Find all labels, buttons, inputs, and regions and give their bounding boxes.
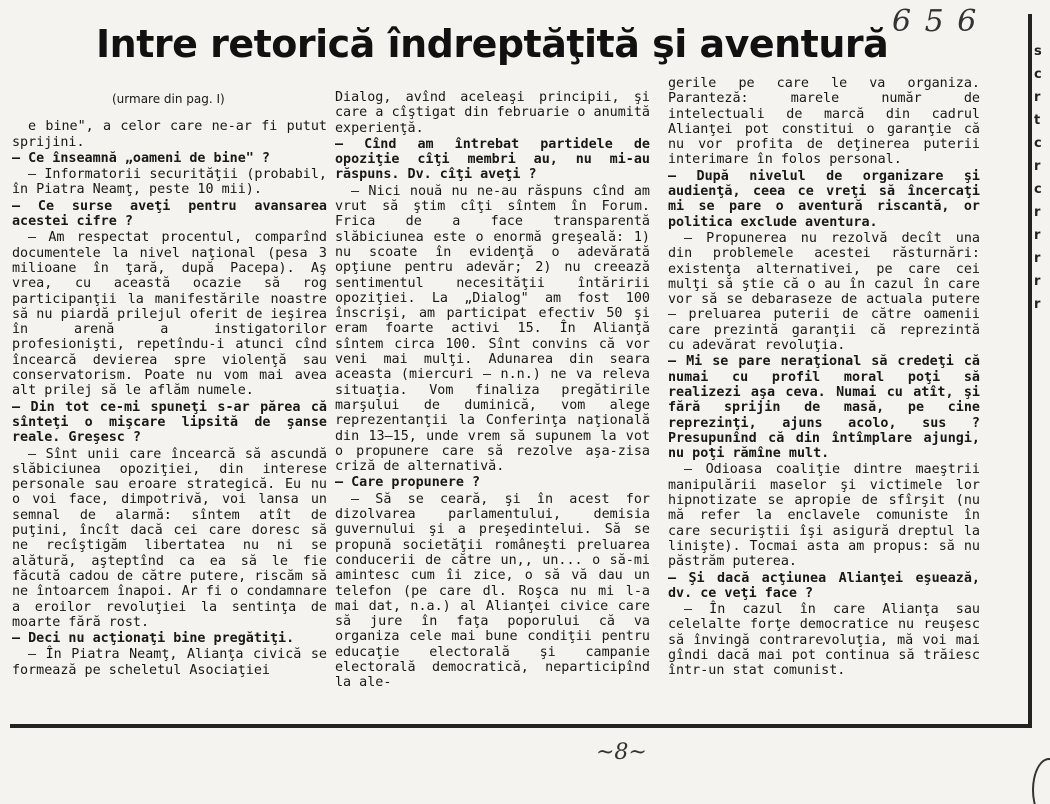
paragraph: — Să se ceară, şi în acest for dizolvarea parlamentului, demisia guvernului şi a preşedintelui. Să se propună societăţii româneşti preluarea conducerii de către un,, un... o să-mi amintesc cum îi zice, o să vă dau un telefon (pe care dl. Roşca nu mi l-a mai dat, n.a.) al Alianţei civice care să jure în faţa poporului că va organiza cele mai bune condiţii pentru educaţie electorală şi campanie electorală democratică, neparticipînd la ale- bbox=[335, 491, 650, 691]
paragraph: — Odioasa coaliţie dintre maeştrii manipulării maselor şi victimele lor hipnotizate se apropie de sfîrşit (nu mă refer la enclavele comuniste în care securiştii îşi asigură dreptul la linişte). Tocmai asta am propus: să nu păstrăm puterea. bbox=[668, 462, 980, 570]
edge-letter: r bbox=[1034, 205, 1041, 220]
paragraph: gerile pe care le va organiza. Paranteză: marele număr de intelectuali de marcă din cadrul Alianţei pot constitui o garanţie că nu vor profita de deţinerea puterii interimare în folos personal. bbox=[668, 76, 980, 168]
paragraph: — Sînt unii care încearcă să ascundă slăbiciunea opoziţiei, din interese personale sau eroare strategică. Eu nu o voi face, dimpotrivă, voi lansa un semnal de alarmă: sîntem atît de puţini, încît dacă cei care doresc să ne recîştigăm libertatea nu ni se alătură, aşteptînd ca ea să le fie făcută cadou de către putere, riscăm să ne întoarcem înapoi. Ar fi o condamnare a eroilor revoluţiei la sentinţa de moarte fără rost. bbox=[12, 446, 327, 630]
paragraph: — Informatorii securităţii (probabil, în Piatra Neamţ, peste 10 mii). bbox=[12, 167, 327, 198]
footer-handwritten-mark: ~8~ bbox=[596, 740, 647, 765]
handwritten-number: 6 5 6 bbox=[892, 4, 979, 39]
interview-question: — Şi dacă acţiunea Alianţei eşuează, dv. ce veţi face ? bbox=[668, 570, 980, 601]
edge-letter: r bbox=[1034, 274, 1041, 289]
interview-question: — Mi se pare neraţional să credeţi că numai cu profil moral poţi să realizezi aşa ceva. Numai cu atît, şi fără sprijin de masă, pe cine reprezinţi, ajuns acolo, sus ? Presupunînd că din întîmplare ajungi, nu poţi rămîne mult. bbox=[668, 354, 980, 462]
interview-question: — Care propunere ? bbox=[335, 475, 481, 491]
edge-letter: t bbox=[1034, 113, 1041, 128]
edge-letter: r bbox=[1034, 251, 1041, 266]
paragraph: — Propunerea nu rezolvă decît una din problemele acestei răsturnări: existenţa alternativei, pe care cei mulţi să ştie că o au în cazul în care vor să se debaraseze de actuala putere — preluarea puterii de către oamenii care prezintă garanţii că reprezintă cu adevărat revoluţia. bbox=[668, 230, 980, 354]
paragraph: — Nici nouă nu ne-au răspuns cînd am vrut să ştim cîţi sîntem în Forum. Frica de a face transparentă slăbiciunea este o enormă greşeală: 1) nu scoate în evidenţă o adevărată opţiune pentru adevăr; 2) nu creează sentimentul necesităţii întăririi opoziţiei. La „Dialog" am fost 100 înscrişi, am participat efectiv 50 şi eram foarte activi 15. În Alianţă sîntem circa 100. Sînt convins că vor veni mai mulţi. Adunarea din seara aceasta (miercuri — n.n.) ne va releva situaţia. Vom finaliza pregătirile marşului de duminică, vom alege reprezentanţii la Conferinţa naţională din 13—15, unde vrem să supunem la vot o propunere care să rezolve aşa-zisa criză de alternativă. bbox=[335, 183, 650, 475]
edge-letter: r bbox=[1034, 159, 1041, 174]
paragraph: — În cazul în care Alianţa sau celelalte forţe democratice nu reuşesc să învingă contrarevoluţia, mă voi mai gîndi dacă mai pot continua să trăiesc într-un stat comunist. bbox=[668, 602, 980, 679]
continuation-note: (urmare din pag. I) bbox=[112, 92, 225, 106]
text-column-1 bbox=[12, 90, 327, 679]
paragraph: e bine", a celor care ne-ar fi putut sprijini. bbox=[12, 119, 327, 150]
edge-letter: c bbox=[1034, 67, 1042, 82]
paragraph: — În Piatra Neamţ, Alianţa civică se formează pe scheletul Asociaţiei bbox=[12, 647, 327, 678]
corner-pen-mark bbox=[1032, 758, 1050, 804]
adjacent-column-edge bbox=[1034, 40, 1050, 320]
text-column-2 bbox=[335, 90, 650, 692]
edge-letter: r bbox=[1034, 228, 1041, 243]
edge-letter: r bbox=[1034, 90, 1041, 105]
interview-question: — Ce înseamnă „oameni de bine" ? bbox=[12, 150, 270, 166]
edge-letter: s bbox=[1034, 44, 1042, 59]
interview-question: — Deci nu acţionaţi bine pregătiţi. bbox=[12, 631, 295, 647]
article-headline: Intre retorică îndreptăţită şi aventură bbox=[96, 22, 889, 66]
interview-question: — După nivelul de organizare şi audienţă, ceea ce vreţi să încercaţi mi se pare o aventură riscantă, or politica exclude aventura. bbox=[668, 168, 980, 230]
interview-question: — Din tot ce-mi spuneţi s-ar părea că sînteţi o mişcare lipsită de şanse reale. Greşesc ? bbox=[12, 399, 327, 446]
text-column-3 bbox=[668, 76, 980, 680]
edge-letter: c bbox=[1034, 182, 1042, 197]
edge-letter: r bbox=[1034, 297, 1041, 312]
edge-letter: c bbox=[1034, 136, 1042, 151]
interview-question: — Ce surse aveţi pentru avansarea acestei cifre ? bbox=[12, 198, 327, 230]
interview-question: — Cînd am întrebat partidele de opoziţie cîţi membri au, nu mi-au răspuns. Dv. cîţi aveţi ? bbox=[335, 136, 650, 183]
paragraph: — Am respectat procentul, comparînd documentele la nivel naţional (pesa 3 milioane în ţară, după Pacepa). Aş vrea, cu această ocazie să rog participanţii la manifestările noastre să nu piardă prilejul oferit de ieşirea în arenă a instigatorilor profesionişti, repetîndu-i atunci cînd încearcă devierea spre violenţă sau conservatorism. Poate nu vom mai avea alt prilej să le aflăm numele. bbox=[12, 230, 327, 399]
paragraph: Dialog, avînd aceleaşi principii, şi care a cîştigat din februarie o anumită experienţă. bbox=[335, 90, 650, 136]
